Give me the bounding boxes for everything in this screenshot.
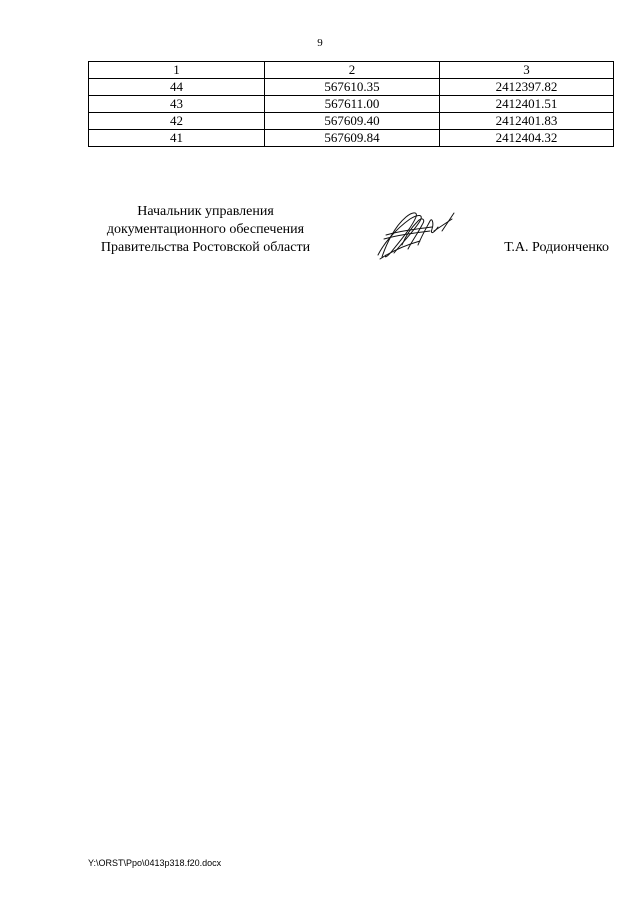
signer-position-line: документационного обеспечения <box>106 222 305 237</box>
table-cell: 2412397.82 <box>440 79 614 96</box>
table-row <box>89 113 614 130</box>
signer-name: Т.А. Родионченко <box>504 240 609 255</box>
table-cell: 41 <box>89 130 265 147</box>
signer-position-line: Правительства Ростовской области <box>100 240 311 255</box>
table-row <box>89 130 614 147</box>
signer-position <box>88 203 323 257</box>
table-header-cell: 3 <box>440 62 614 79</box>
page-number: 9 <box>317 37 323 49</box>
coordinates-table <box>88 61 614 147</box>
table-cell: 43 <box>89 96 265 113</box>
table-cell: 567610.35 <box>265 79 440 96</box>
table-cell: 567611.00 <box>265 96 440 113</box>
table-cell: 567609.84 <box>265 130 440 147</box>
table-row <box>89 79 614 96</box>
table-cell: 567609.40 <box>265 113 440 130</box>
signer-position-line: Начальник управления <box>137 204 274 219</box>
table-cell: 2412401.83 <box>440 113 614 130</box>
table-header-cell: 2 <box>265 62 440 79</box>
table-cell: 42 <box>89 113 265 130</box>
table-cell: 2412404.32 <box>440 130 614 147</box>
table-cell: 44 <box>89 79 265 96</box>
table-header-row <box>89 62 614 79</box>
table-header-cell: 1 <box>89 62 265 79</box>
handwritten-signature <box>372 205 460 263</box>
table-row <box>89 96 614 113</box>
table-cell: 2412401.51 <box>440 96 614 113</box>
footer-file-path: Y:\ORST\Ppo\0413p318.f20.docx <box>88 858 222 868</box>
